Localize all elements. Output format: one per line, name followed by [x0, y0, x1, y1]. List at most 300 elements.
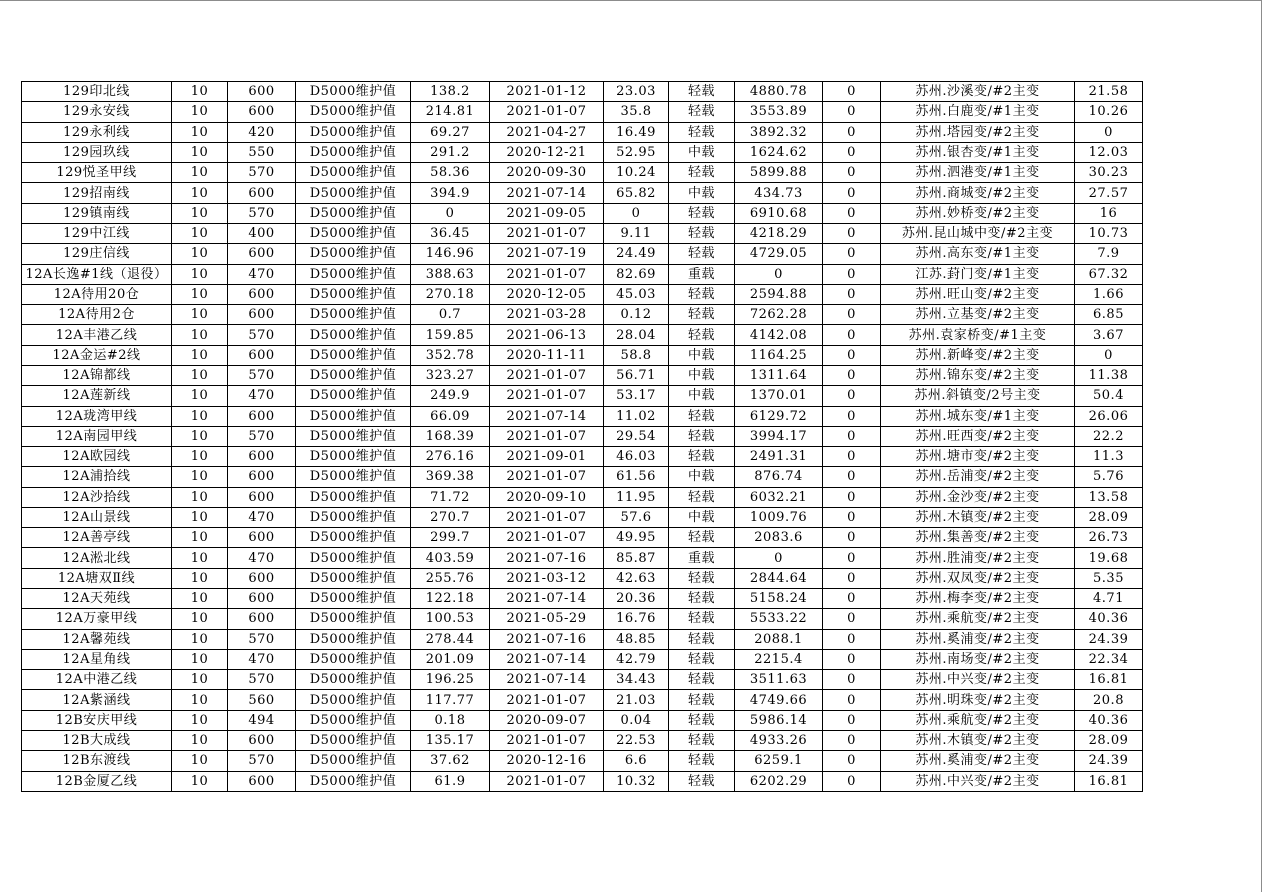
load-rate-cell: 57.6	[604, 507, 669, 527]
transformer-rate-cell: 11.38	[1075, 365, 1143, 385]
table-row	[22, 203, 1143, 223]
load-rate-cell: 0.04	[604, 710, 669, 730]
date-cell: 2020-09-07	[490, 710, 604, 730]
load-rate-cell: 22.53	[604, 731, 669, 751]
date-cell: 2020-12-16	[490, 751, 604, 771]
substation-cell: 苏州.中兴变/#2主变	[881, 670, 1075, 690]
load-cell: 0.18	[411, 710, 490, 730]
spare-cell: 6910.68	[735, 203, 823, 223]
load-status-cell: 轻载	[669, 710, 735, 730]
source-cell: D5000维护值	[296, 589, 411, 609]
voltage-cell: 10	[172, 771, 228, 791]
source-cell: D5000维护值	[296, 751, 411, 771]
substation-cell: 苏州.乘航变/#2主变	[881, 710, 1075, 730]
load-status-cell: 轻载	[669, 528, 735, 548]
voltage-cell: 10	[172, 183, 228, 203]
capacity-cell: 570	[228, 365, 296, 385]
spare-cell: 3553.89	[735, 102, 823, 122]
substation-cell: 苏州.梅李变/#2主变	[881, 589, 1075, 609]
date-cell: 2021-04-27	[490, 122, 604, 142]
load-status-cell: 轻载	[669, 649, 735, 669]
load-rate-cell: 9.11	[604, 223, 669, 243]
voltage-cell: 10	[172, 548, 228, 568]
load-status-cell: 中载	[669, 183, 735, 203]
spare-cell: 5158.24	[735, 589, 823, 609]
line-name-cell: 12A浦拾线	[22, 467, 172, 487]
source-cell: D5000维护值	[296, 649, 411, 669]
capacity-cell: 494	[228, 710, 296, 730]
line-name-cell: 129庄信线	[22, 244, 172, 264]
date-cell: 2021-01-12	[490, 82, 604, 102]
load-cell: 117.77	[411, 690, 490, 710]
capacity-cell: 570	[228, 163, 296, 183]
load-rate-cell: 6.6	[604, 751, 669, 771]
voltage-cell: 10	[172, 528, 228, 548]
transformer-rate-cell: 10.73	[1075, 223, 1143, 243]
substation-cell: 苏州.南场变/#2主变	[881, 649, 1075, 669]
load-status-cell: 轻载	[669, 629, 735, 649]
transformer-rate-cell: 20.8	[1075, 690, 1143, 710]
transformer-rate-cell: 1.66	[1075, 284, 1143, 304]
substation-cell: 苏州.妙桥变/#2主变	[881, 203, 1075, 223]
date-cell: 2021-01-07	[490, 731, 604, 751]
transformer-rate-cell: 27.57	[1075, 183, 1143, 203]
table-row	[22, 223, 1143, 243]
load-status-cell: 轻载	[669, 589, 735, 609]
date-cell: 2021-07-14	[490, 589, 604, 609]
voltage-cell: 10	[172, 244, 228, 264]
substation-cell: 苏州.奚浦变/#2主变	[881, 629, 1075, 649]
voltage-cell: 10	[172, 589, 228, 609]
substation-cell: 苏州.袁家桥变/#1主变	[881, 325, 1075, 345]
transformer-rate-cell: 4.71	[1075, 589, 1143, 609]
zero-cell: 0	[823, 325, 881, 345]
capacity-cell: 570	[228, 203, 296, 223]
source-cell: D5000维护值	[296, 82, 411, 102]
table-row	[22, 426, 1143, 446]
zero-cell: 0	[823, 264, 881, 284]
capacity-cell: 600	[228, 345, 296, 365]
zero-cell: 0	[823, 467, 881, 487]
source-cell: D5000维护值	[296, 365, 411, 385]
voltage-cell: 10	[172, 731, 228, 751]
capacity-cell: 470	[228, 548, 296, 568]
spare-cell: 1624.62	[735, 142, 823, 162]
load-rate-cell: 82.69	[604, 264, 669, 284]
load-status-cell: 轻载	[669, 731, 735, 751]
voltage-cell: 10	[172, 122, 228, 142]
date-cell: 2021-01-07	[490, 771, 604, 791]
load-rate-cell: 42.79	[604, 649, 669, 669]
voltage-cell: 10	[172, 264, 228, 284]
date-cell: 2021-05-29	[490, 609, 604, 629]
zero-cell: 0	[823, 406, 881, 426]
load-cell: 249.9	[411, 386, 490, 406]
source-cell: D5000维护值	[296, 264, 411, 284]
line-name-cell: 12A天苑线	[22, 589, 172, 609]
load-cell: 100.53	[411, 609, 490, 629]
date-cell: 2021-07-14	[490, 406, 604, 426]
source-cell: D5000维护值	[296, 568, 411, 588]
voltage-cell: 10	[172, 284, 228, 304]
capacity-cell: 600	[228, 447, 296, 467]
substation-cell: 苏州.奚浦变/#2主变	[881, 751, 1075, 771]
capacity-cell: 570	[228, 670, 296, 690]
date-cell: 2021-07-19	[490, 244, 604, 264]
transformer-rate-cell: 11.3	[1075, 447, 1143, 467]
zero-cell: 0	[823, 528, 881, 548]
load-status-cell: 轻载	[669, 122, 735, 142]
load-cell: 0.7	[411, 305, 490, 325]
voltage-cell: 10	[172, 406, 228, 426]
source-cell: D5000维护值	[296, 325, 411, 345]
load-cell: 255.76	[411, 568, 490, 588]
substation-cell: 苏州.双凤变/#2主变	[881, 568, 1075, 588]
substation-cell: 苏州.锦东变/#2主变	[881, 365, 1075, 385]
load-cell: 352.78	[411, 345, 490, 365]
line-name-cell: 12A馨苑线	[22, 629, 172, 649]
load-rate-cell: 11.95	[604, 487, 669, 507]
spare-cell: 5986.14	[735, 710, 823, 730]
spare-cell: 4933.26	[735, 731, 823, 751]
zero-cell: 0	[823, 447, 881, 467]
line-name-cell: 129镇南线	[22, 203, 172, 223]
table-row	[22, 507, 1143, 527]
load-status-cell: 轻载	[669, 771, 735, 791]
substation-cell: 苏州.塔园变/#2主变	[881, 122, 1075, 142]
table-row	[22, 325, 1143, 345]
source-cell: D5000维护值	[296, 142, 411, 162]
transformer-rate-cell: 26.06	[1075, 406, 1143, 426]
line-name-cell: 12A塘双Ⅱ线	[22, 568, 172, 588]
load-status-cell: 轻载	[669, 223, 735, 243]
load-cell: 37.62	[411, 751, 490, 771]
load-rate-cell: 48.85	[604, 629, 669, 649]
substation-cell: 苏州.斜镇变/2号主变	[881, 386, 1075, 406]
voltage-cell: 10	[172, 507, 228, 527]
zero-cell: 0	[823, 629, 881, 649]
source-cell: D5000维护值	[296, 426, 411, 446]
spare-cell: 7262.28	[735, 305, 823, 325]
line-name-cell: 129永利线	[22, 122, 172, 142]
table-row	[22, 589, 1143, 609]
substation-cell: 苏州.木镇变/#2主变	[881, 731, 1075, 751]
substation-cell: 苏州.沙溪变/#2主变	[881, 82, 1075, 102]
transformer-rate-cell: 67.32	[1075, 264, 1143, 284]
capacity-cell: 470	[228, 649, 296, 669]
load-rate-cell: 53.17	[604, 386, 669, 406]
load-rate-cell: 16.49	[604, 122, 669, 142]
date-cell: 2021-01-07	[490, 102, 604, 122]
source-cell: D5000维护值	[296, 609, 411, 629]
capacity-cell: 600	[228, 568, 296, 588]
load-status-cell: 重载	[669, 548, 735, 568]
zero-cell: 0	[823, 568, 881, 588]
source-cell: D5000维护值	[296, 447, 411, 467]
substation-cell: 苏州.旺西变/#2主变	[881, 426, 1075, 446]
load-rate-cell: 10.24	[604, 163, 669, 183]
load-status-cell: 轻载	[669, 487, 735, 507]
transformer-rate-cell: 16	[1075, 203, 1143, 223]
line-name-cell: 12A待用20仓	[22, 284, 172, 304]
line-name-cell: 12A南园甲线	[22, 426, 172, 446]
table-body	[22, 82, 1143, 792]
date-cell: 2021-09-01	[490, 447, 604, 467]
table-row	[22, 102, 1143, 122]
line-name-cell: 129永安线	[22, 102, 172, 122]
line-name-cell: 12A善亭线	[22, 528, 172, 548]
date-cell: 2021-07-16	[490, 629, 604, 649]
line-name-cell: 12A中港乙线	[22, 670, 172, 690]
spare-cell: 4880.78	[735, 82, 823, 102]
capacity-cell: 570	[228, 325, 296, 345]
line-name-cell: 129悦圣甲线	[22, 163, 172, 183]
table-row	[22, 690, 1143, 710]
line-name-cell: 12A长逸#1线（退役）	[22, 264, 172, 284]
substation-cell: 苏州.金沙变/#2主变	[881, 487, 1075, 507]
table-row	[22, 771, 1143, 791]
voltage-cell: 10	[172, 649, 228, 669]
load-status-cell: 轻载	[669, 690, 735, 710]
load-rate-cell: 20.36	[604, 589, 669, 609]
spare-cell: 1009.76	[735, 507, 823, 527]
load-cell: 168.39	[411, 426, 490, 446]
voltage-cell: 10	[172, 670, 228, 690]
source-cell: D5000维护值	[296, 690, 411, 710]
capacity-cell: 570	[228, 629, 296, 649]
table-row	[22, 305, 1143, 325]
table-row	[22, 467, 1143, 487]
zero-cell: 0	[823, 365, 881, 385]
zero-cell: 0	[823, 203, 881, 223]
transformer-rate-cell: 16.81	[1075, 670, 1143, 690]
spare-cell: 3511.63	[735, 670, 823, 690]
source-cell: D5000维护值	[296, 244, 411, 264]
substation-cell: 苏州.商城变/#2主变	[881, 183, 1075, 203]
load-status-cell: 轻载	[669, 284, 735, 304]
source-cell: D5000维护值	[296, 771, 411, 791]
date-cell: 2021-03-28	[490, 305, 604, 325]
table-row	[22, 487, 1143, 507]
spare-cell: 3892.32	[735, 122, 823, 142]
load-cell: 278.44	[411, 629, 490, 649]
table-row	[22, 548, 1143, 568]
source-cell: D5000维护值	[296, 102, 411, 122]
date-cell: 2021-01-07	[490, 690, 604, 710]
transformer-rate-cell: 6.85	[1075, 305, 1143, 325]
load-status-cell: 轻载	[669, 568, 735, 588]
line-name-cell: 12B安庆甲线	[22, 710, 172, 730]
load-status-cell: 轻载	[669, 447, 735, 467]
load-cell: 299.7	[411, 528, 490, 548]
load-rate-cell: 58.8	[604, 345, 669, 365]
zero-cell: 0	[823, 589, 881, 609]
line-name-cell: 12A锦都线	[22, 365, 172, 385]
source-cell: D5000维护值	[296, 487, 411, 507]
substation-cell: 苏州.集善变/#2主变	[881, 528, 1075, 548]
transformer-rate-cell: 28.09	[1075, 731, 1143, 751]
date-cell: 2021-01-07	[490, 528, 604, 548]
table-row	[22, 629, 1143, 649]
load-status-cell: 轻载	[669, 609, 735, 629]
load-cell: 135.17	[411, 731, 490, 751]
zero-cell: 0	[823, 670, 881, 690]
spare-cell: 2083.6	[735, 528, 823, 548]
table-row	[22, 670, 1143, 690]
zero-cell: 0	[823, 426, 881, 446]
spare-cell: 0	[735, 264, 823, 284]
load-status-cell: 轻载	[669, 325, 735, 345]
load-rate-cell: 46.03	[604, 447, 669, 467]
spare-cell: 5899.88	[735, 163, 823, 183]
load-cell: 201.09	[411, 649, 490, 669]
capacity-cell: 560	[228, 690, 296, 710]
load-cell: 0	[411, 203, 490, 223]
source-cell: D5000维护值	[296, 345, 411, 365]
line-name-cell: 12B大成线	[22, 731, 172, 751]
load-cell: 270.7	[411, 507, 490, 527]
zero-cell: 0	[823, 710, 881, 730]
date-cell: 2020-09-10	[490, 487, 604, 507]
substation-cell: 苏州.塘市变/#2主变	[881, 447, 1075, 467]
spare-cell: 1164.25	[735, 345, 823, 365]
transformer-rate-cell: 16.81	[1075, 771, 1143, 791]
zero-cell: 0	[823, 163, 881, 183]
date-cell: 2021-01-07	[490, 365, 604, 385]
load-cell: 291.2	[411, 142, 490, 162]
voltage-cell: 10	[172, 223, 228, 243]
source-cell: D5000维护值	[296, 223, 411, 243]
line-name-cell: 12B金厦乙线	[22, 771, 172, 791]
spare-cell: 4218.29	[735, 223, 823, 243]
substation-cell: 苏州.立基变/#2主变	[881, 305, 1075, 325]
transformer-rate-cell: 7.9	[1075, 244, 1143, 264]
spare-cell: 2844.64	[735, 568, 823, 588]
load-status-cell: 轻载	[669, 102, 735, 122]
zero-cell: 0	[823, 548, 881, 568]
load-rate-cell: 11.02	[604, 406, 669, 426]
load-rate-cell: 56.71	[604, 365, 669, 385]
transformer-rate-cell: 28.09	[1075, 507, 1143, 527]
load-status-cell: 轻载	[669, 203, 735, 223]
load-status-cell: 重载	[669, 264, 735, 284]
table-row	[22, 649, 1143, 669]
date-cell: 2021-01-07	[490, 426, 604, 446]
date-cell: 2021-01-07	[490, 264, 604, 284]
substation-cell: 苏州.高东变/#1主变	[881, 244, 1075, 264]
transformer-rate-cell: 24.39	[1075, 629, 1143, 649]
date-cell: 2021-07-16	[490, 548, 604, 568]
load-status-cell: 轻载	[669, 751, 735, 771]
table-row	[22, 406, 1143, 426]
table-row	[22, 284, 1143, 304]
transformer-rate-cell: 22.2	[1075, 426, 1143, 446]
line-name-cell: 12A星角线	[22, 649, 172, 669]
substation-cell: 苏州.乘航变/#2主变	[881, 609, 1075, 629]
voltage-cell: 10	[172, 751, 228, 771]
load-status-cell: 轻载	[669, 82, 735, 102]
date-cell: 2021-07-14	[490, 183, 604, 203]
load-status-cell: 中载	[669, 365, 735, 385]
transformer-rate-cell: 5.76	[1075, 467, 1143, 487]
table-row	[22, 386, 1143, 406]
zero-cell: 0	[823, 345, 881, 365]
capacity-cell: 570	[228, 426, 296, 446]
load-cell: 394.9	[411, 183, 490, 203]
capacity-cell: 600	[228, 609, 296, 629]
spare-cell: 5533.22	[735, 609, 823, 629]
date-cell: 2020-12-21	[490, 142, 604, 162]
spare-cell: 3994.17	[735, 426, 823, 446]
capacity-cell: 420	[228, 122, 296, 142]
load-rate-cell: 0.12	[604, 305, 669, 325]
date-cell: 2021-01-07	[490, 386, 604, 406]
transformer-rate-cell: 12.03	[1075, 142, 1143, 162]
source-cell: D5000维护值	[296, 731, 411, 751]
zero-cell: 0	[823, 386, 881, 406]
voltage-cell: 10	[172, 467, 228, 487]
table-row	[22, 244, 1143, 264]
substation-cell: 苏州.城东变/#1主变	[881, 406, 1075, 426]
zero-cell: 0	[823, 82, 881, 102]
load-cell: 270.18	[411, 284, 490, 304]
zero-cell: 0	[823, 609, 881, 629]
load-rate-cell: 85.87	[604, 548, 669, 568]
voltage-cell: 10	[172, 305, 228, 325]
load-status-cell: 轻载	[669, 406, 735, 426]
load-rate-cell: 16.76	[604, 609, 669, 629]
line-name-cell: 12A万豪甲线	[22, 609, 172, 629]
load-rate-cell: 28.04	[604, 325, 669, 345]
zero-cell: 0	[823, 223, 881, 243]
load-status-cell: 中载	[669, 345, 735, 365]
substation-cell: 苏州.中兴变/#2主变	[881, 771, 1075, 791]
voltage-cell: 10	[172, 447, 228, 467]
load-cell: 36.45	[411, 223, 490, 243]
capacity-cell: 470	[228, 507, 296, 527]
table-row	[22, 82, 1143, 102]
zero-cell: 0	[823, 771, 881, 791]
spare-cell: 1311.64	[735, 365, 823, 385]
source-cell: D5000维护值	[296, 528, 411, 548]
table-row	[22, 163, 1143, 183]
voltage-cell: 10	[172, 690, 228, 710]
load-status-cell: 轻载	[669, 670, 735, 690]
date-cell: 2021-07-14	[490, 649, 604, 669]
zero-cell: 0	[823, 244, 881, 264]
spare-cell: 2491.31	[735, 447, 823, 467]
load-status-cell: 轻载	[669, 163, 735, 183]
substation-cell: 苏州.岳浦变/#2主变	[881, 467, 1075, 487]
load-rate-cell: 52.95	[604, 142, 669, 162]
substation-cell: 苏州.泗港变/#1主变	[881, 163, 1075, 183]
source-cell: D5000维护值	[296, 467, 411, 487]
zero-cell: 0	[823, 142, 881, 162]
line-name-cell: 12A待用2仓	[22, 305, 172, 325]
spare-cell: 2215.4	[735, 649, 823, 669]
substation-cell: 苏州.新峰变/#2主变	[881, 345, 1075, 365]
date-cell: 2021-01-07	[490, 223, 604, 243]
load-rate-cell: 21.03	[604, 690, 669, 710]
capacity-cell: 600	[228, 771, 296, 791]
line-name-cell: 12A紫涵线	[22, 690, 172, 710]
zero-cell: 0	[823, 751, 881, 771]
table-row	[22, 528, 1143, 548]
transformer-rate-cell: 3.67	[1075, 325, 1143, 345]
load-cell: 66.09	[411, 406, 490, 426]
zero-cell: 0	[823, 122, 881, 142]
load-cell: 276.16	[411, 447, 490, 467]
